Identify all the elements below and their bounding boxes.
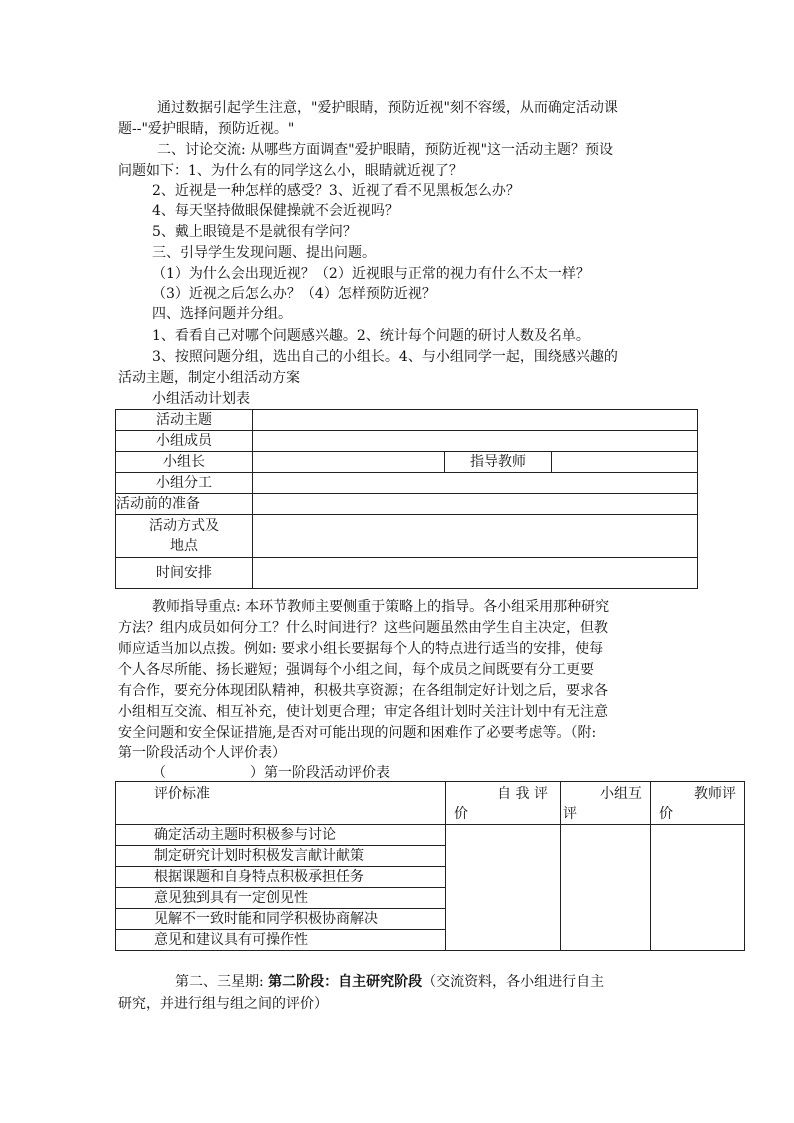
para-line-8: 三、引导学生发现问题、提出问题。 [152, 245, 376, 261]
guidance-line-3: 师应适当加以点拨。例如: 要求小组长要据每个人的特点进行适当的安排，使每 [118, 641, 604, 657]
label-division: 小组分工 [116, 473, 253, 494]
guidance-line-4: 个人各尽所能、扬长避短；强调每个小组之间，每个成员之间既要有分工更要 [118, 662, 594, 678]
label-method-line-1: 活动方式及 [149, 518, 219, 534]
value-activity-theme [253, 410, 698, 431]
para-line-14: 活动主题，制定小组活动方案 [118, 370, 300, 386]
para-line-12: 1、看看自己对哪个问题感兴趣。2、统计每个问题的研讨人数及名单。 [152, 328, 590, 344]
guidance-line-5: 有合作，要充分体现团队精神，积极共享资源；在各组制定好计划之后，要求各 [118, 683, 608, 699]
eval-table-title: （ ）第一阶段活动评价表 [152, 765, 390, 781]
para-line-1: 通过数据引起学生注意，"爱护眼睛，预防近视"刻不容缓，从而确定活动课 [157, 100, 618, 116]
label-schedule: 时间安排 [116, 558, 253, 589]
header-teacher-eval-line-1: 教师评 [694, 786, 736, 802]
group-eval-cell [561, 825, 651, 951]
label-leader: 小组长 [116, 452, 253, 473]
value-members [253, 431, 698, 452]
plan-table [115, 409, 698, 589]
criteria-item: 根据课题和自身特点积极承担任务 [116, 867, 446, 888]
closing-prefix: 第二、三星期: [175, 974, 269, 990]
label-members: 小组成员 [116, 431, 253, 452]
guidance-line-7: 安全问题和安全保证措施,是否对可能出现的问题和困难作了必要考虑等。（附: [118, 725, 597, 741]
value-leader [253, 452, 445, 473]
para-line-5: 2、近视是一种怎样的感受？3、近视了看不见黑板怎么办？ [152, 183, 520, 199]
label-activity-theme: 活动主题 [116, 410, 253, 431]
header-self-eval-line-1: 自 我 评 [497, 786, 548, 802]
para-line-9: （1）为什么会出现近视？（2）近视眼与正常的视力有什么不太一样？ [152, 266, 590, 282]
plan-table-title: 小组活动计划表 [152, 391, 250, 407]
value-preparation [253, 494, 698, 515]
value-division [253, 473, 698, 494]
teacher-eval-cell [651, 825, 745, 951]
guidance-line-1: 教师指导重点: 本环节教师主要侧重于策略上的指导。各小组采用那种研究 [152, 599, 610, 615]
para-line-13: 3、按照问题分组，选出自己的小组长。4、与小组同学一起，围绕感兴趣的 [152, 349, 618, 365]
self-eval-cell [446, 825, 561, 951]
closing-line-1 [175, 972, 604, 992]
header-self-eval-line-2: 价 [454, 806, 468, 822]
header-criteria: 评价标准 [116, 782, 446, 825]
para-line-2: 题--"爱护眼睛，预防近视。" [118, 121, 295, 137]
header-group-eval [561, 782, 651, 825]
criteria-item: 确定活动主题时积极参与讨论 [116, 825, 446, 846]
closing-line-2: 研究，并进行组与组之间的评价） [118, 996, 328, 1012]
value-method [253, 515, 698, 558]
header-teacher-eval-line-2: 价 [659, 806, 673, 822]
guidance-line-8: 第一阶段活动个人评价表） [118, 745, 286, 761]
para-line-3: 二、讨论交流: 从哪些方面调查"爱护眼睛，预防近视"这一活动主题？预设 [157, 142, 614, 158]
guidance-line-6: 小组相互交流、相互补充，使计划更合理；审定各组计划时关注计划中有无注意 [118, 704, 608, 720]
header-group-eval-line-1: 小组互 [600, 786, 642, 802]
criteria-item: 见解不一致时能和同学积极协商解决 [116, 909, 446, 930]
label-method-line-2: 地点 [170, 538, 198, 554]
criteria-item: 意见独到具有一定创见性 [116, 888, 446, 909]
closing-stage: 第二阶段：自主研究阶段 [268, 974, 423, 990]
value-teacher [552, 452, 698, 473]
closing-rest: （交流资料，各小组进行自主 [422, 974, 605, 990]
label-preparation: 活动前的准备 [116, 494, 253, 515]
para-line-4: 问题如下：1、为什么有的同学这么小，眼睛就近视了？ [118, 163, 463, 179]
criteria-item: 制定研究计划时积极发言献计献策 [116, 846, 446, 867]
header-group-eval-line-2: 评 [563, 806, 577, 822]
value-schedule [253, 558, 698, 589]
para-line-7: 5、戴上眼镜是不是就很有学问？ [152, 224, 357, 240]
criteria-item: 意见和建议具有可操作性 [116, 930, 446, 951]
para-line-11: 四、选择问题并分组。 [152, 306, 292, 322]
header-self-eval [446, 782, 561, 825]
label-method [116, 515, 253, 558]
header-teacher-eval [651, 782, 745, 825]
evaluation-table [115, 781, 745, 951]
para-line-6: 4、每天坚持做眼保健操就不会近视吗？ [152, 203, 399, 219]
para-line-10: （3）近视之后怎么办？（4）怎样预防近视？ [152, 286, 436, 302]
label-teacher: 指导教师 [445, 452, 552, 473]
guidance-line-2: 方法？组内成员如何分工？什么时间进行？这些问题虽然由学生自主决定，但教 [118, 620, 608, 636]
